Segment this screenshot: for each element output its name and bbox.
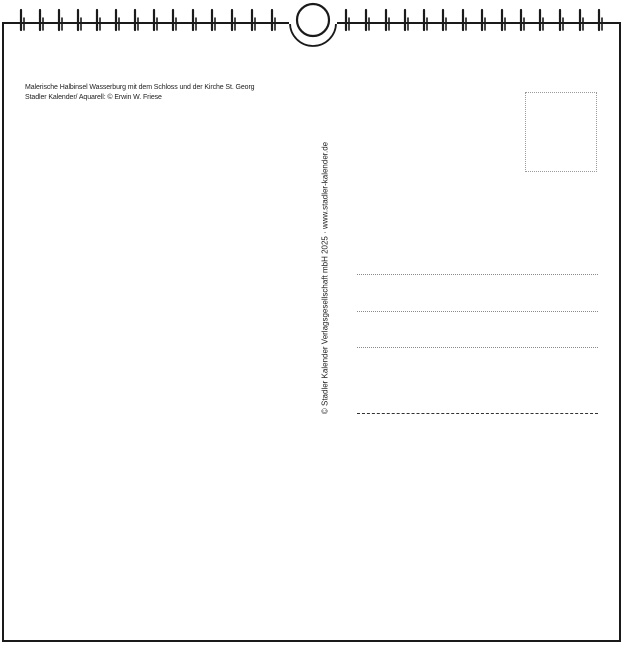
binding-ring-icon — [173, 10, 176, 30]
binding-ring-icon — [424, 10, 427, 30]
picture-caption: Malerische Halbinsel Wasserburg mit dem Schloss und der Kirche St. Georg — [25, 84, 255, 91]
binding-ring-icon — [193, 10, 196, 30]
binding-ring-icon — [463, 10, 466, 30]
copyright-notice: © Stadler Kalender Verlagsgesellschaft mbH 2025 · www.stadler-kalender.de — [320, 141, 330, 415]
binding-ring-icon — [272, 10, 275, 30]
binding-ring-icon — [521, 10, 524, 30]
binding-ring-icon — [346, 10, 349, 30]
binding-ring-icon — [560, 10, 563, 30]
binding-ring-icon — [232, 10, 235, 30]
binding-ring-icon — [154, 10, 157, 30]
spiral-binding-icon — [0, 0, 627, 50]
hanger-hole-icon — [289, 4, 337, 46]
address-line — [357, 347, 598, 348]
binding-ring-icon — [21, 10, 24, 30]
picture-credit: Stadler Kalender/ Aquarell: © Erwin W. Friese — [25, 94, 162, 101]
binding-ring-icon — [540, 10, 543, 30]
address-line-last — [357, 413, 598, 414]
address-line — [357, 274, 598, 275]
binding-ring-icon — [405, 10, 408, 30]
binding-ring-icon — [40, 10, 43, 30]
binding-ring-icon — [580, 10, 583, 30]
binding-ring-icon — [502, 10, 505, 30]
binding-ring-icon — [386, 10, 389, 30]
binding-ring-icon — [78, 10, 81, 30]
binding-ring-icon — [97, 10, 100, 30]
binding-ring-icon — [212, 10, 215, 30]
binding-ring-icon — [599, 10, 602, 30]
binding-ring-icon — [366, 10, 369, 30]
binding-ring-icon — [59, 10, 62, 30]
stamp-box — [525, 92, 597, 172]
binding-ring-icon — [482, 10, 485, 30]
address-line — [357, 311, 598, 312]
binding-ring-icon — [135, 10, 138, 30]
binding-ring-icon — [116, 10, 119, 30]
binding-ring-icon — [443, 10, 446, 30]
binding-ring-icon — [252, 10, 255, 30]
